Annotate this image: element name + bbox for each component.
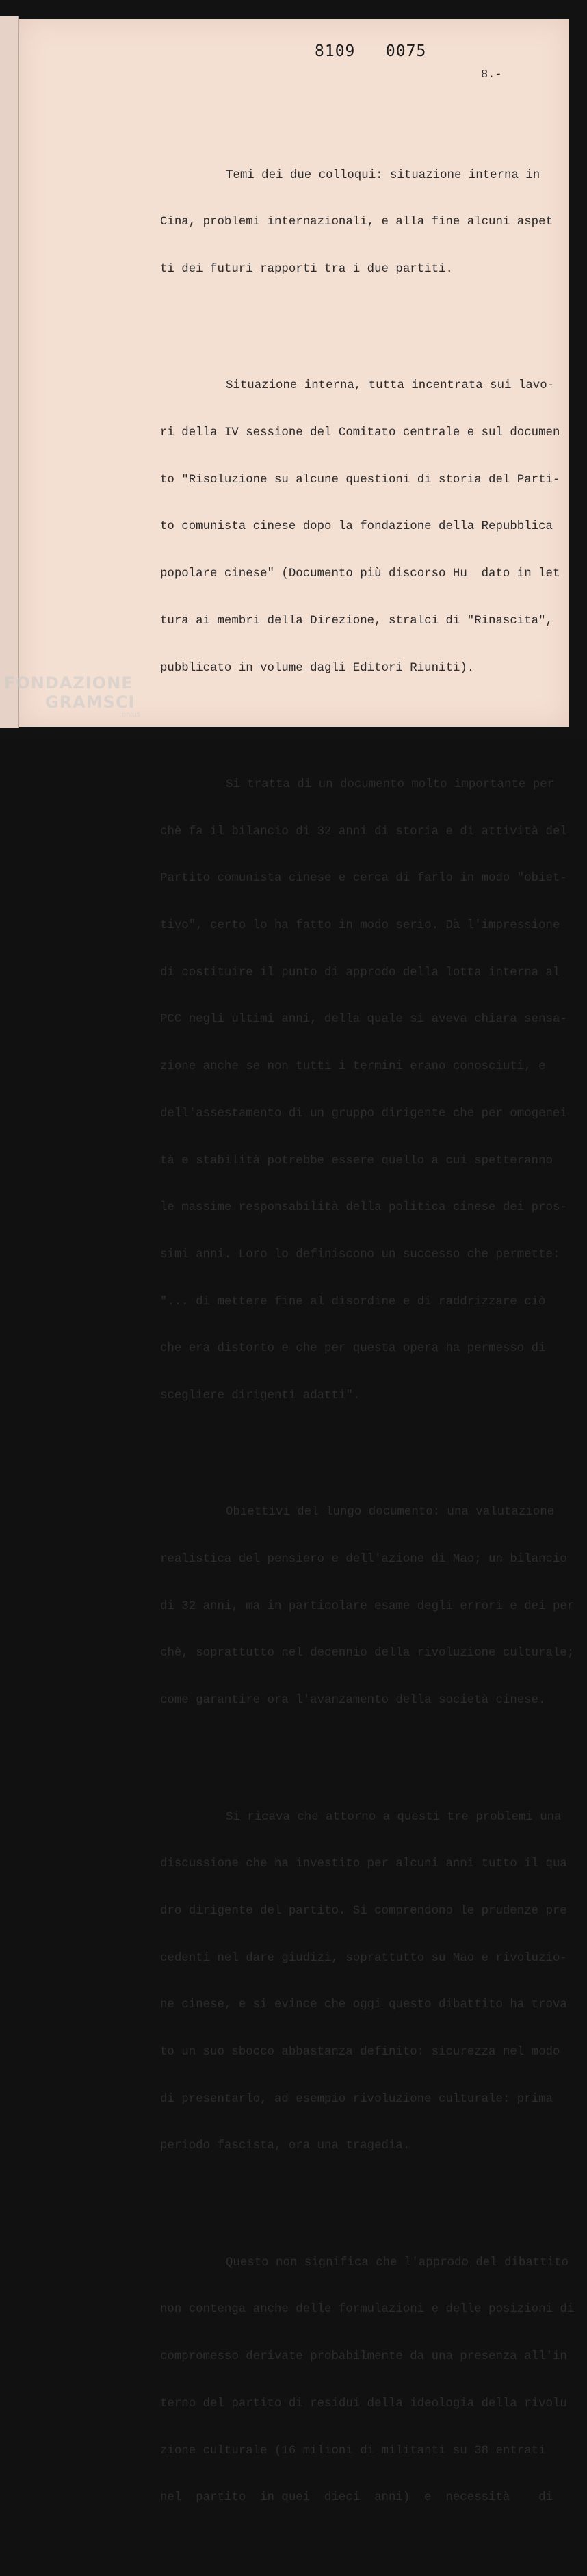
watermark-line-3: onlus — [122, 711, 140, 719]
text-line: chè, soprattutto nel decennio della rivoluzione culturale; — [160, 1647, 575, 1660]
text-line: Obiettivi del lungo documento: una valutazione — [226, 1506, 555, 1519]
text-line: compromesso derivate probabilmente da una presenza all'in — [160, 2350, 567, 2364]
text-line: nel partito in quei dieci anni) e necessità di — [160, 2491, 553, 2505]
document-body — [160, 105, 574, 2576]
text-line: di costituire il punto di approdo della lotta interna al — [160, 966, 560, 979]
text-line: PCC negli ultimi anni, della quale si aveva chiara sensa- — [160, 1013, 567, 1027]
text-line: ne cinese, e si evince che oggi questo dibattito ha trova — [160, 1998, 567, 2012]
watermark-line-2: GRAMSCI — [45, 693, 135, 712]
text-line: Questo non significa che l'approdo del dibattito — [226, 2256, 569, 2269]
paragraph-5 — [160, 1779, 574, 2186]
text-line: tura ai membri della Direzione, stralci di "Rinascita", — [160, 614, 553, 628]
paragraph-3 — [160, 746, 574, 1436]
text-line: "... di mettere fine al disordine e di raddrizzare ciò — [160, 1295, 546, 1309]
text-line: to un suo sbocco abbastanza definito: sicurezza nel modo — [160, 2046, 560, 2059]
paragraph-2 — [160, 348, 574, 708]
text-line: zione culturale (16 milioni di militanti su 38 entrati — [160, 2444, 546, 2458]
text-line: non contenga anche delle formulazioni e delle posizioni di — [160, 2303, 575, 2317]
text-line: Situazione interna, tutta incentrata sui lavo- — [226, 379, 555, 393]
watermark-line-1: FONDAZIONE — [4, 673, 133, 693]
previous-page-edge — [0, 16, 19, 728]
document-page — [19, 19, 575, 2505]
text-line: popolare cinese" (Documento più discorso Hu dato in let — [160, 567, 560, 581]
text-line: che era distorto e che per questa opera ha permesso di — [160, 1342, 546, 1356]
archive-stamp-number: 8109 0075 — [315, 42, 427, 60]
text-line: Cina, problemi internazionali, e alla fine alcuni aspet — [160, 216, 553, 229]
text-line: Partito comunista cinese e cerca di farlo in modo "obiet- — [160, 872, 567, 886]
text-line: tà e stabilità potrebbe essere quello a cui spetteranno — [160, 1154, 553, 1168]
text-line: periodo fascista, ora una tragedia. — [160, 2139, 410, 2153]
text-line: tivo", certo lo ha fatto in modo serio. Dà l'impressione — [160, 919, 560, 933]
text-line: terno del partito di residui della ideologia della rivolu — [160, 2397, 567, 2410]
text-line: di presentarlo, ad esempio rivoluzione culturale: prima — [160, 2092, 553, 2106]
text-line: realistica del pensiero e dell'azione di Mao; un bilancio — [160, 1553, 567, 1567]
text-line: Temi dei due colloqui: situazione interna in — [226, 168, 540, 182]
text-line: come garantire ora l'avanzamento della società cinese. — [160, 1694, 546, 1708]
text-line: Si ricava che attorno a questi tre problemi una — [226, 1810, 562, 1824]
text-line: zione anche se non tutti i termini erano conosciuti, e — [160, 1060, 546, 1074]
text-line: pubblicato in volume dagli Editori Riuniti). — [160, 661, 475, 675]
text-line: ti dei futuri rapporti tra i due partiti. — [160, 263, 453, 276]
text-line: to comunista cinese dopo la fondazione della Repubblica — [160, 520, 553, 534]
paragraph-1 — [160, 137, 574, 309]
text-line: ri della IV sessione del Comitato centrale e sul documen — [160, 426, 560, 440]
text-line: chè fa il bilancio di 32 anni di storia e di attività del — [160, 825, 567, 838]
text-line: simi anni. Loro lo definiscono un successo che permette: — [160, 1248, 560, 1261]
text-line: scegliere dirigenti adatti". — [160, 1389, 361, 1403]
text-line: cedenti nel dare giudizi, soprattutto su Mao e rivoluzio- — [160, 1951, 567, 1965]
text-line: Si tratta di un documento molto importante per — [226, 777, 555, 791]
text-line: dro dirigente del partito. Si comprendono le prudenze pre — [160, 1904, 567, 1918]
text-line: le massime responsabilità della politica cinese dei pros- — [160, 1201, 567, 1215]
text-line: discussione che ha investito per alcuni anni tutto il qua — [160, 1857, 567, 1871]
page-number: 8.- — [481, 68, 502, 81]
paragraph-4 — [160, 1474, 574, 1740]
text-line: dell'assestamento di un gruppo dirigente che per omogenei — [160, 1107, 567, 1120]
text-line: to "Risoluzione su alcune questioni di storia del Parti- — [160, 473, 560, 487]
paragraph-6 — [160, 2224, 574, 2538]
text-line: di 32 anni, ma in particolare esame degli errori e dei per — [160, 1599, 575, 1613]
